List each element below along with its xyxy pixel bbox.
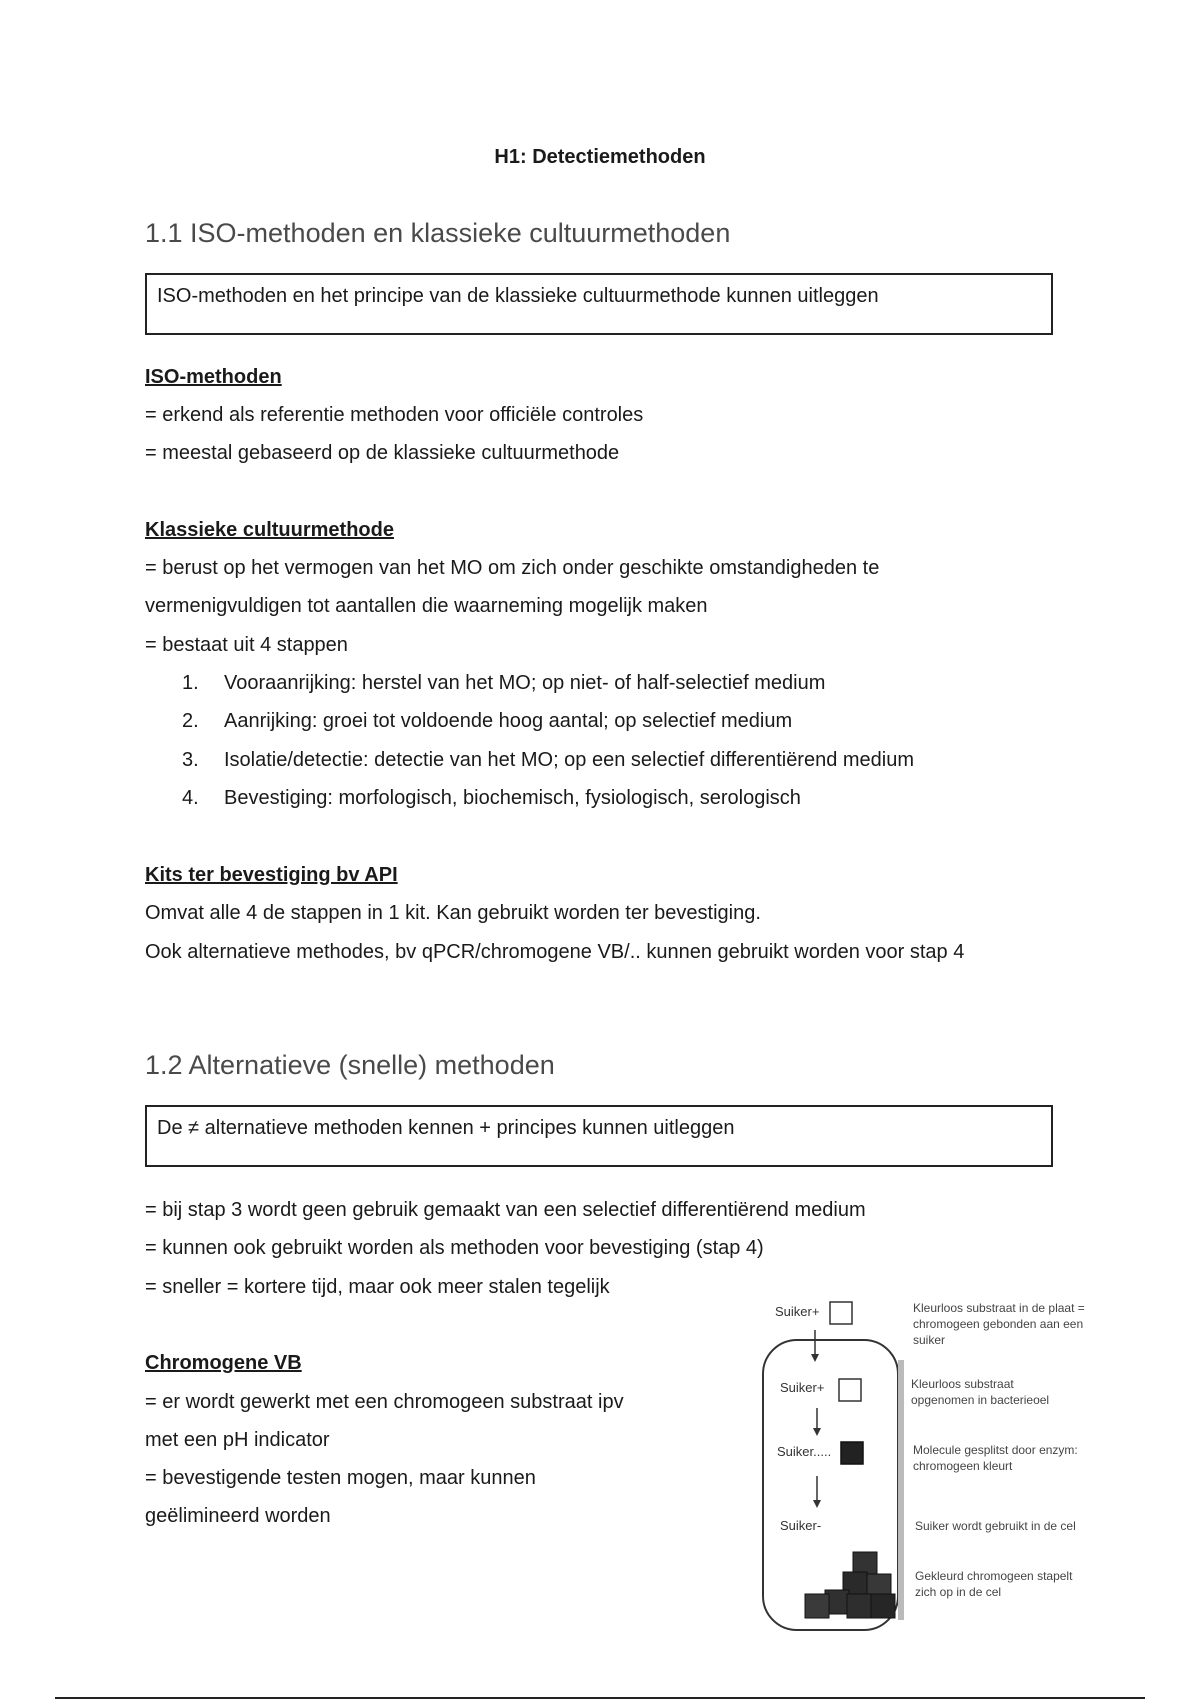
step-text: Aanrijking: groei tot voldoende hoog aantal; op selectief medium <box>224 710 793 732</box>
chromogeen-line: geëlimineerd worden <box>145 1505 331 1527</box>
colored-chromogen-box <box>841 1442 863 1464</box>
caption-line: opgenomen in bacterieoel <box>911 1393 1050 1407</box>
section-2-line: = bij stap 3 wordt geen gebruik gemaakt van een selectief differentiërend medium <box>145 1199 866 1221</box>
section-1-objective-box <box>145 273 1053 335</box>
step-text: Isolatie/detectie: detectie van het MO; op een selectief differentiërend medium <box>224 749 915 771</box>
section-2-objective-box <box>145 1105 1053 1167</box>
section-2-line: = sneller = kortere tijd, maar ook meer stalen tegelijk <box>145 1276 610 1298</box>
chromogeen-line: met een pH indicator <box>145 1429 330 1451</box>
caption-line: Kleurloos substraat in de plaat = <box>913 1301 1085 1315</box>
caption-line: Molecule gesplitst door enzym: <box>913 1443 1078 1457</box>
section-2-objective: De ≠ alternatieve methoden kennen + principes kunnen uitleggen <box>157 1117 735 1139</box>
sugar-label: Suiker..... <box>777 1444 832 1459</box>
step-number: 4. <box>182 787 199 809</box>
chromogeen-line: = er wordt gewerkt met een chromogeen substraat ipv <box>145 1391 624 1413</box>
footer-rule <box>55 1697 1145 1699</box>
caption-line: Gekleurd chromogeen stapelt <box>915 1569 1073 1583</box>
step-number: 3. <box>182 749 199 771</box>
klassiek-line: = berust op het vermogen van het MO om zich onder geschikte omstandigheden te <box>145 557 880 579</box>
caption-line: suiker <box>913 1333 946 1347</box>
kits-line: Ook alternatieve methodes, bv qPCR/chromogene VB/.. kunnen gebruikt worden voor stap 4 <box>145 941 965 963</box>
section-1-heading: 1.1 ISO-methoden en klassieke cultuurmethoden <box>145 218 731 248</box>
step-number: 1. <box>182 672 199 694</box>
caption-line: zich op in de cel <box>915 1585 1002 1599</box>
step-text: Vooraanrijking: herstel van het MO; op niet- of half-selectief medium <box>224 672 826 694</box>
kits-heading: Kits ter bevestiging bv API <box>145 864 398 886</box>
iso-line: = meestal gebaseerd op de klassieke cultuurmethode <box>145 442 620 464</box>
cell-shadow <box>898 1360 904 1620</box>
caption-line: chromogeen gebonden aan een <box>913 1317 1084 1331</box>
chromogeen-line: = bevestigende testen mogen, maar kunnen <box>145 1467 536 1489</box>
section-2-line: = kunnen ook gebruikt worden als methoden voor bevestiging (stap 4) <box>145 1237 764 1259</box>
page-title: H1: Detectiemethoden <box>494 146 706 168</box>
sugar-label: Suiker- <box>780 1518 822 1533</box>
kits-line: Omvat alle 4 de stappen in 1 kit. Kan gebruikt worden ter bevestiging. <box>145 902 761 924</box>
section-1-objective: ISO-methoden en het principe van de klassieke cultuurmethode kunnen uitleggen <box>157 285 879 307</box>
step-item <box>182 749 914 772</box>
klassiek-line: vermenigvuldigen tot aantallen die waarneming mogelijk maken <box>145 595 708 617</box>
caption-line: chromogeen kleurt <box>913 1459 1013 1473</box>
sugar-label: Suiker+ <box>780 1380 825 1395</box>
colorless-substrate-box <box>839 1379 861 1401</box>
caption-line: Kleurloos substraat <box>911 1377 1014 1391</box>
step-item <box>182 672 825 695</box>
section-2-heading: 1.2 Alternatieve (snelle) methoden <box>145 1050 555 1080</box>
colorless-substrate-box <box>830 1302 852 1324</box>
step-text: Bevestiging: morfologisch, biochemisch, fysiologisch, serologisch <box>224 787 801 809</box>
iso-line: = erkend als referentie methoden voor officiële controles <box>145 404 644 426</box>
chromogeen-heading: Chromogene VB <box>145 1352 302 1374</box>
caption-line: Suiker wordt gebruikt in de cel <box>915 1519 1076 1533</box>
chromogenic-cell-diagram <box>735 1290 1155 1640</box>
step-number: 2. <box>182 710 199 732</box>
klassiek-line: = bestaat uit 4 stappen <box>145 634 348 656</box>
step-item <box>182 787 801 810</box>
step-item <box>182 710 792 733</box>
klassiek-heading: Klassieke cultuurmethode <box>145 519 394 541</box>
iso-heading: ISO-methoden <box>145 366 282 388</box>
sugar-label: Suiker+ <box>775 1304 820 1319</box>
